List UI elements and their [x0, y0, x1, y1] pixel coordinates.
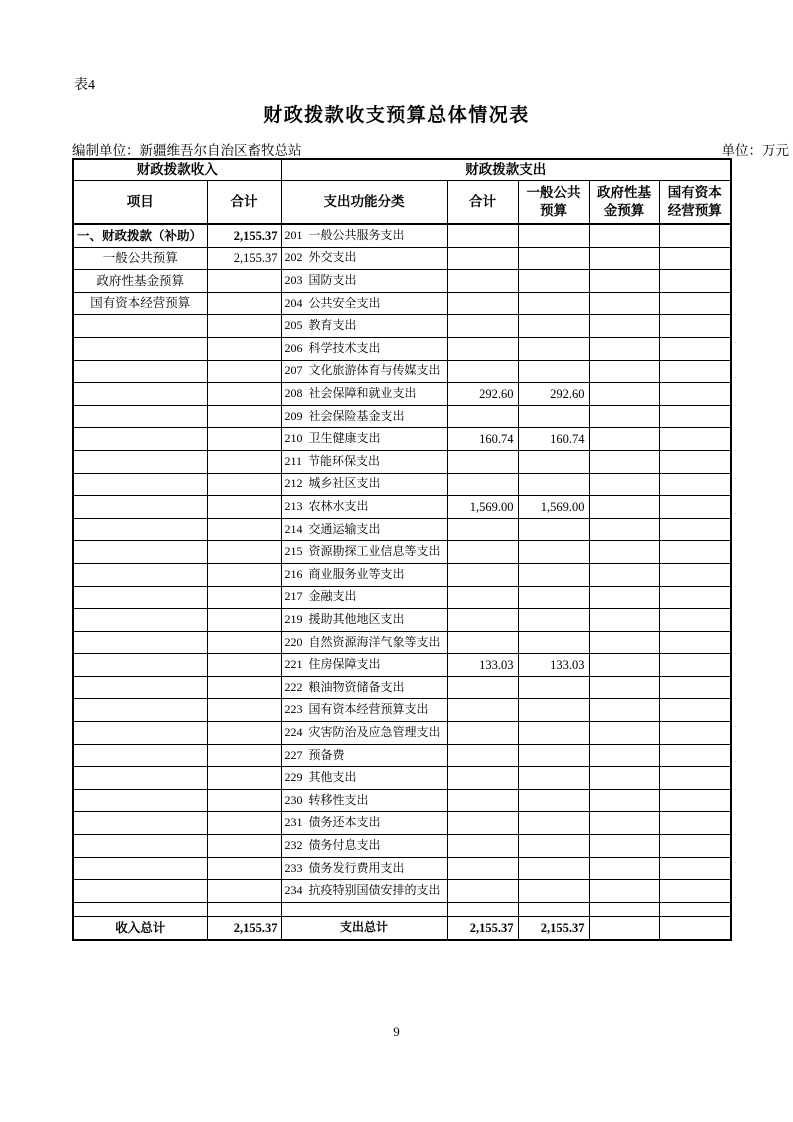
expense-total-cell: [447, 360, 518, 383]
income-total-cell: [207, 767, 281, 790]
income-item-cell: [73, 428, 207, 451]
expense-item-cell: 219 援助其他地区支出: [281, 609, 447, 632]
expense-total-cell: [447, 292, 518, 315]
income-item-cell: [73, 473, 207, 496]
table-row: [73, 586, 731, 609]
expense-item-cell: 207 文化旅游体育与传媒支出: [281, 360, 447, 383]
spacer-row: [73, 902, 731, 916]
income-item-cell: [73, 835, 207, 858]
general-budget-cell: [518, 360, 589, 383]
general-budget-cell: [518, 224, 589, 247]
gov-fund-cell: [589, 880, 659, 903]
income-item-cell: [73, 676, 207, 699]
expense-item-cell: 209 社会保险基金支出: [281, 405, 447, 428]
expense-item-cell: 231 债务还本支出: [281, 812, 447, 835]
income-total-cell: [207, 405, 281, 428]
expense-total-cell: [447, 405, 518, 428]
income-total-cell: [207, 902, 281, 916]
page-title: 财政拨款收支预算总体情况表: [263, 105, 530, 126]
income-total-cell: [207, 857, 281, 880]
expense-item-cell: 204 公共安全支出: [281, 292, 447, 315]
income-total-cell: [207, 812, 281, 835]
table-row: [73, 224, 731, 247]
table-row: [73, 315, 731, 338]
income-total-cell: [207, 518, 281, 541]
gov-fund-cell: [589, 337, 659, 360]
gov-fund-cell: [589, 247, 659, 270]
general-budget-cell: [518, 631, 589, 654]
expense-item-cell: 216 商业服务业等支出: [281, 563, 447, 586]
header-expense-group: 财政拨款支出: [281, 159, 731, 181]
state-capital-cell: [659, 496, 731, 519]
income-total-cell: [207, 428, 281, 451]
expense-item-cell: 208 社会保障和就业支出: [281, 383, 447, 406]
table-row: [73, 676, 731, 699]
income-item-cell: 政府性基金预算: [73, 270, 207, 293]
table-row: [73, 654, 731, 677]
state-capital-cell: [659, 880, 731, 903]
gov-fund-cell: [589, 609, 659, 632]
expense-total-cell: [447, 722, 518, 745]
group-header-row: [73, 159, 731, 181]
general-budget-cell: [518, 292, 589, 315]
income-total-cell: [207, 744, 281, 767]
income-total-cell: [207, 541, 281, 564]
general-budget-cell: [518, 880, 589, 903]
state-capital-cell: [659, 902, 731, 916]
table-row: [73, 473, 731, 496]
expense-total-cell: [447, 880, 518, 903]
general-budget-cell: [518, 563, 589, 586]
expense-total-cell: [447, 789, 518, 812]
state-capital-cell: [659, 586, 731, 609]
table-row: [73, 857, 731, 880]
gov-fund-cell: [589, 450, 659, 473]
gov-fund-cell: [589, 916, 659, 940]
expense-item-cell: 227 预备费: [281, 744, 447, 767]
prepared-by-label: 编制单位：新疆维吾尔自治区畜牧总站: [72, 143, 302, 158]
gov-fund-cell: [589, 405, 659, 428]
table-row: [73, 518, 731, 541]
table-label: 表4: [74, 78, 95, 93]
income-item-cell: [73, 609, 207, 632]
table-row: [73, 247, 731, 270]
expense-item-cell: 210 卫生健康支出: [281, 428, 447, 451]
state-capital-cell: [659, 654, 731, 677]
gov-fund-cell: [589, 224, 659, 247]
state-capital-cell: [659, 812, 731, 835]
general-budget-cell: 133.03: [518, 654, 589, 677]
state-capital-cell: [659, 292, 731, 315]
header-income-group: 财政拨款收入: [73, 159, 281, 181]
state-capital-cell: [659, 315, 731, 338]
expense-item-cell: 220 自然资源海洋气象等支出: [281, 631, 447, 654]
header-income-total: 合计: [207, 181, 281, 225]
expense-item-cell: 221 住房保障支出: [281, 654, 447, 677]
gov-fund-cell: [589, 270, 659, 293]
expense-item-cell: 217 金融支出: [281, 586, 447, 609]
income-total-cell: [207, 563, 281, 586]
gov-fund-cell: [589, 473, 659, 496]
general-budget-cell: [518, 789, 589, 812]
expense-item-cell: 201 一般公共服务支出: [281, 224, 447, 247]
general-budget-cell: [518, 518, 589, 541]
expense-total-cell: [447, 857, 518, 880]
table-row: [73, 699, 731, 722]
gov-fund-cell: [589, 699, 659, 722]
income-total-cell: [207, 654, 281, 677]
unit-label: 单位：万元: [721, 143, 789, 158]
income-item-cell: [73, 767, 207, 790]
income-item-cell: [73, 880, 207, 903]
gov-fund-cell: [589, 315, 659, 338]
expense-item-cell: 233 债务发行费用支出: [281, 857, 447, 880]
state-capital-cell: [659, 563, 731, 586]
state-capital-cell: [659, 699, 731, 722]
table-row: [73, 631, 731, 654]
general-budget-cell: 2,155.37: [518, 916, 589, 940]
expense-item-cell: 222 粮油物资储备支出: [281, 676, 447, 699]
gov-fund-cell: [589, 631, 659, 654]
table-row: [73, 541, 731, 564]
header-income-item: 项目: [73, 181, 207, 225]
table-row: [73, 744, 731, 767]
state-capital-cell: [659, 676, 731, 699]
general-budget-cell: [518, 835, 589, 858]
expense-total-cell: [447, 902, 518, 916]
general-budget-cell: [518, 857, 589, 880]
gov-fund-cell: [589, 812, 659, 835]
gov-fund-cell: [589, 857, 659, 880]
state-capital-cell: [659, 722, 731, 745]
general-budget-cell: [518, 586, 589, 609]
income-total-cell: [207, 360, 281, 383]
table-row: [73, 360, 731, 383]
state-capital-cell: [659, 360, 731, 383]
income-total-cell: [207, 835, 281, 858]
income-item-cell: [73, 586, 207, 609]
expense-item-cell: 支出总计: [281, 916, 447, 940]
general-budget-cell: 292.60: [518, 383, 589, 406]
gov-fund-cell: [589, 744, 659, 767]
expense-total-cell: 2,155.37: [447, 916, 518, 940]
expense-total-cell: [447, 835, 518, 858]
income-item-cell: 一、财政拨款（补助）: [73, 224, 207, 247]
income-total-cell: [207, 631, 281, 654]
general-budget-cell: [518, 676, 589, 699]
income-item-cell: [73, 383, 207, 406]
income-item-cell: 收入总计: [73, 916, 207, 940]
gov-fund-cell: [589, 541, 659, 564]
income-item-cell: 国有资本经营预算: [73, 292, 207, 315]
state-capital-cell: [659, 383, 731, 406]
gov-fund-cell: [589, 383, 659, 406]
income-total-cell: [207, 609, 281, 632]
income-item-cell: [73, 518, 207, 541]
expense-total-cell: [447, 609, 518, 632]
state-capital-cell: [659, 337, 731, 360]
income-total-cell: [207, 722, 281, 745]
income-total-cell: [207, 789, 281, 812]
header-gov-fund-budget: 政府性基金预算: [589, 181, 659, 225]
expense-total-cell: [447, 270, 518, 293]
table-row: [73, 383, 731, 406]
income-item-cell: [73, 360, 207, 383]
expense-item-cell: 229 其他支出: [281, 767, 447, 790]
header-general-budget: 一般公共预算: [518, 181, 589, 225]
gov-fund-cell: [589, 518, 659, 541]
general-budget-cell: [518, 722, 589, 745]
expense-total-cell: [447, 450, 518, 473]
expense-item-cell: 212 城乡社区支出: [281, 473, 447, 496]
income-total-cell: [207, 292, 281, 315]
income-item-cell: [73, 563, 207, 586]
income-item-cell: [73, 722, 207, 745]
table-row: [73, 450, 731, 473]
state-capital-cell: [659, 631, 731, 654]
header-expense-function: 支出功能分类: [281, 181, 447, 225]
table-row: [73, 428, 731, 451]
state-capital-cell: [659, 916, 731, 940]
state-capital-cell: [659, 767, 731, 790]
expense-item-cell: 203 国防支出: [281, 270, 447, 293]
expense-item-cell: 206 科学技术支出: [281, 337, 447, 360]
income-item-cell: [73, 405, 207, 428]
expense-total-cell: 160.74: [447, 428, 518, 451]
income-item-cell: [73, 541, 207, 564]
expense-item-cell: 230 转移性支出: [281, 789, 447, 812]
state-capital-cell: [659, 857, 731, 880]
expense-item-cell: [281, 902, 447, 916]
expense-total-cell: [447, 767, 518, 790]
expense-total-cell: [447, 518, 518, 541]
income-total-cell: [207, 586, 281, 609]
gov-fund-cell: [589, 767, 659, 790]
expense-total-cell: [447, 744, 518, 767]
gov-fund-cell: [589, 360, 659, 383]
general-budget-cell: [518, 744, 589, 767]
state-capital-cell: [659, 744, 731, 767]
income-total-cell: 2,155.37: [207, 247, 281, 270]
expense-item-cell: 234 抗疫特别国债安排的支出: [281, 880, 447, 903]
expense-item-cell: 202 外交支出: [281, 247, 447, 270]
table-body: [73, 224, 731, 940]
income-item-cell: [73, 631, 207, 654]
income-total-cell: [207, 699, 281, 722]
expense-item-cell: 232 债务付息支出: [281, 835, 447, 858]
income-item-cell: [73, 496, 207, 519]
gov-fund-cell: [589, 676, 659, 699]
expense-total-cell: [447, 315, 518, 338]
general-budget-cell: [518, 450, 589, 473]
table-row: [73, 722, 731, 745]
expense-item-cell: 213 农林水支出: [281, 496, 447, 519]
expense-total-cell: [447, 812, 518, 835]
table-row: [73, 337, 731, 360]
expense-total-cell: [447, 224, 518, 247]
gov-fund-cell: [589, 722, 659, 745]
state-capital-cell: [659, 428, 731, 451]
income-total-cell: 2,155.37: [207, 224, 281, 247]
general-budget-cell: 1,569.00: [518, 496, 589, 519]
table-row: [73, 812, 731, 835]
table-row: [73, 767, 731, 790]
expense-total-cell: [447, 473, 518, 496]
state-capital-cell: [659, 224, 731, 247]
budget-table: [72, 158, 732, 941]
general-budget-cell: 160.74: [518, 428, 589, 451]
general-budget-cell: [518, 473, 589, 496]
table-row: [73, 563, 731, 586]
income-item-cell: 一般公共预算: [73, 247, 207, 270]
gov-fund-cell: [589, 654, 659, 677]
expense-item-cell: 205 教育支出: [281, 315, 447, 338]
expense-total-cell: [447, 563, 518, 586]
income-total-cell: [207, 337, 281, 360]
income-total-cell: [207, 880, 281, 903]
general-budget-cell: [518, 315, 589, 338]
state-capital-cell: [659, 270, 731, 293]
income-item-cell: [73, 789, 207, 812]
gov-fund-cell: [589, 292, 659, 315]
gov-fund-cell: [589, 496, 659, 519]
income-item-cell: [73, 315, 207, 338]
table-row: [73, 880, 731, 903]
income-total-cell: 2,155.37: [207, 916, 281, 940]
gov-fund-cell: [589, 563, 659, 586]
table-row: [73, 609, 731, 632]
general-budget-cell: [518, 270, 589, 293]
header-state-capital-budget: 国有资本经营预算: [659, 181, 731, 225]
income-item-cell: [73, 450, 207, 473]
column-header-row: [73, 181, 731, 225]
general-budget-cell: [518, 609, 589, 632]
general-budget-cell: [518, 699, 589, 722]
state-capital-cell: [659, 789, 731, 812]
gov-fund-cell: [589, 902, 659, 916]
income-total-cell: [207, 450, 281, 473]
expense-item-cell: 223 国有资本经营预算支出: [281, 699, 447, 722]
general-budget-cell: [518, 767, 589, 790]
income-item-cell: [73, 654, 207, 677]
state-capital-cell: [659, 450, 731, 473]
table-row: [73, 405, 731, 428]
expense-total-cell: [447, 337, 518, 360]
gov-fund-cell: [589, 789, 659, 812]
expense-total-cell: 292.60: [447, 383, 518, 406]
general-budget-cell: [518, 405, 589, 428]
expense-item-cell: 215 资源勘探工业信息等支出: [281, 541, 447, 564]
state-capital-cell: [659, 835, 731, 858]
gov-fund-cell: [589, 428, 659, 451]
general-budget-cell: [518, 247, 589, 270]
state-capital-cell: [659, 473, 731, 496]
expense-total-cell: [447, 247, 518, 270]
general-budget-cell: [518, 541, 589, 564]
gov-fund-cell: [589, 586, 659, 609]
income-item-cell: [73, 812, 207, 835]
state-capital-cell: [659, 405, 731, 428]
expense-item-cell: 211 节能环保支出: [281, 450, 447, 473]
expense-total-cell: 1,569.00: [447, 496, 518, 519]
income-total-cell: [207, 270, 281, 293]
table-row: [73, 496, 731, 519]
expense-item-cell: 224 灾害防治及应急管理支出: [281, 722, 447, 745]
income-total-cell: [207, 383, 281, 406]
income-item-cell: [73, 857, 207, 880]
expense-total-cell: 133.03: [447, 654, 518, 677]
general-budget-cell: [518, 902, 589, 916]
table-row: [73, 270, 731, 293]
page-number: 9: [393, 1024, 400, 1039]
expense-total-cell: [447, 541, 518, 564]
income-item-cell: [73, 902, 207, 916]
expense-total-cell: [447, 586, 518, 609]
table-row: [73, 789, 731, 812]
income-item-cell: [73, 699, 207, 722]
state-capital-cell: [659, 518, 731, 541]
state-capital-cell: [659, 609, 731, 632]
expense-item-cell: 214 交通运输支出: [281, 518, 447, 541]
income-item-cell: [73, 337, 207, 360]
expense-total-cell: [447, 631, 518, 654]
state-capital-cell: [659, 247, 731, 270]
total-row: [73, 916, 731, 940]
income-total-cell: [207, 496, 281, 519]
expense-total-cell: [447, 676, 518, 699]
income-total-cell: [207, 676, 281, 699]
income-total-cell: [207, 315, 281, 338]
general-budget-cell: [518, 812, 589, 835]
meta-row: [72, 139, 789, 159]
gov-fund-cell: [589, 835, 659, 858]
header-expense-total: 合计: [447, 181, 518, 225]
income-total-cell: [207, 473, 281, 496]
state-capital-cell: [659, 541, 731, 564]
general-budget-cell: [518, 337, 589, 360]
table-row: [73, 835, 731, 858]
income-item-cell: [73, 744, 207, 767]
expense-total-cell: [447, 699, 518, 722]
table-row: [73, 292, 731, 315]
